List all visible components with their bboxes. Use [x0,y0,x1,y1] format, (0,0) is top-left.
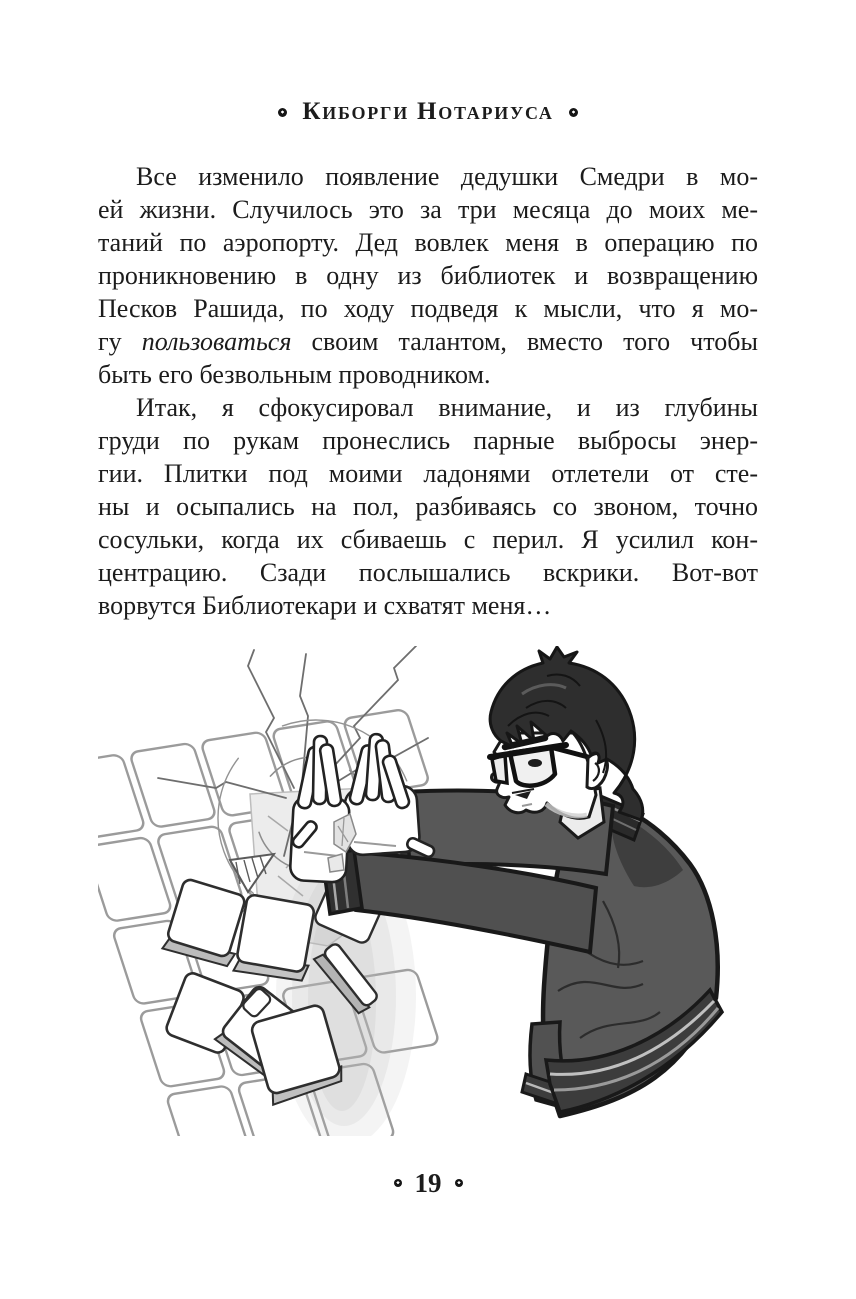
text-line: груди по рукам пронеслись парные выбросы энер- [98,426,758,455]
text-line: проникновению в одну из библиотек и возвращению [98,261,758,290]
text-segment: гу [98,327,142,356]
text-line: ей жизни. Случилось это за три месяца до моих ме- [98,195,758,224]
text-line: быть его безвольным проводником. [98,360,491,389]
text-segment: своим талантом, вместо того чтобы [291,327,758,356]
body-text [98,160,758,622]
book-page [98,0,758,1198]
text-line: Песков Рашида, по ходу подведя к мысли, что я мо- [98,294,758,323]
text-line: таний по аэропорту. Дед вовлек меня в операцию по [98,228,758,257]
paragraph-2 [98,391,758,622]
page-number: 19 [414,1168,442,1198]
text-line: центрацию. Сзади послышались вскрики. Вот-вот [98,558,758,587]
text-line: ворвутся Библиотекари и схватят меня… [98,591,552,620]
text-line [98,325,758,358]
paragraph-1 [98,160,758,391]
text-line: ны и осыпались на пол, разбиваясь со звоном, точно [98,492,758,521]
ornament-dot-icon [455,1179,463,1187]
running-head [98,98,758,126]
text-line: сосульки, когда их сбиваешь с перил. Я усилил кон- [98,525,758,554]
illustration-svg [98,646,758,1136]
chapter-title: Киборги Нотариуса [302,98,554,125]
page-footer [98,1168,758,1198]
ornament-dot-icon [278,108,287,117]
illustration [98,646,758,1136]
eye [528,759,542,767]
ornament-dot-icon [394,1179,402,1187]
text-line: гии. Плитки под моими ладонями отлетели от сте- [98,459,758,488]
text-line: Итак, я сфокусировал внимание, и из глубины [136,393,758,422]
text-line: Все изменило появление дедушки Смедри в мо- [136,162,758,191]
text-segment-italic: пользоваться [141,327,292,356]
head [490,647,643,838]
ornament-dot-icon [569,108,578,117]
